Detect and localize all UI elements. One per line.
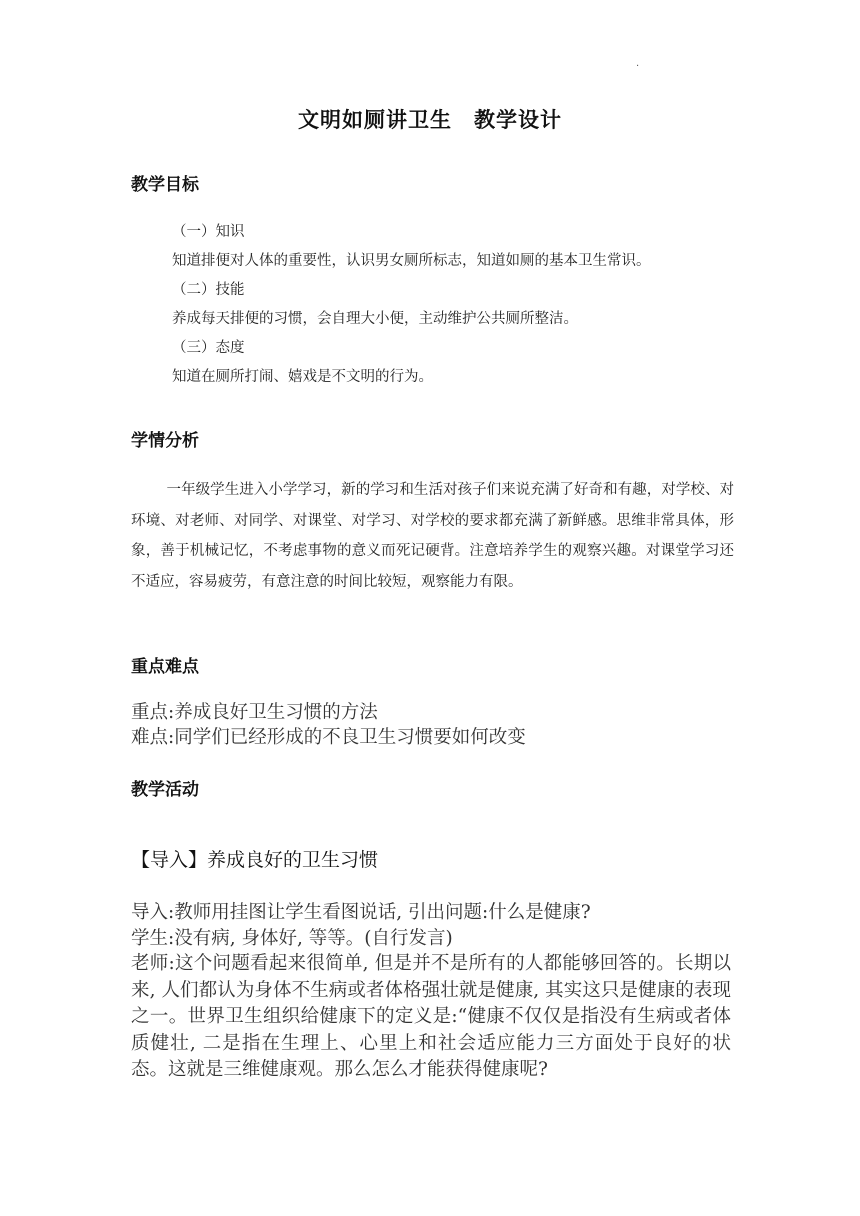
skill-label: （二）技能 <box>172 282 245 298</box>
document-title: 文明如厕讲卫生 教学设计 <box>298 108 562 132</box>
key-point: 重点:养成良好卫生习惯的方法 <box>131 702 378 723</box>
skill-text: 养成每天排便的习惯，会自理大小便，主动维护公共厕所整洁。 <box>172 311 578 327</box>
difficulty-point: 难点:同学们已经形成的不良卫生习惯要如何改变 <box>131 727 526 748</box>
intro-line: 导入:教师用挂图让学生看图说话, 引出问题:什么是健康? <box>131 902 591 923</box>
knowledge-label: （一）知识 <box>172 224 245 240</box>
teacher-text: 老师:这个问题看起来很简单, 但是并不是所有的人都能够回答的。长期以来, 人们都认为身体不生病或者体格强壮就是健康, 其实这只是健康的表现之一。世界卫生组织给健康下的定义是:“健康不仅仅是指没有生病或者体质健壮, 二是指在生理上、心里上和社会适应能力三方面处于良好的状态。这就是三维健康观。那么怎么才能获得健康呢? <box>131 953 731 1080</box>
keypoints-heading: 重点难点 <box>131 657 199 677</box>
analysis-heading: 学情分析 <box>131 431 199 451</box>
student-line: 学生:没有病, 身体好, 等等。(自行发言) <box>131 928 453 949</box>
intro-section-heading: 【导入】养成良好的卫生习惯 <box>131 849 379 871</box>
analysis-text: 一年级学生进入小学学习，新的学习和生活对孩子们来说充满了好奇和有趣，对学校、对环境、对老师、对同学、对课堂、对学习、对学校的要求都充满了新鲜感。思维非常具体，形象，善于机械记忆，不考虑事物的意义而死记硬背。注意培养学生的观察兴趣。对课堂学习还不适应，容易疲劳，有意注意的时间比较短，观察能力有限。 <box>131 482 734 590</box>
knowledge-text: 知道排便对人体的重要性，认识男女厕所标志，知道如厕的基本卫生常识。 <box>172 253 651 269</box>
attitude-text: 知道在厕所打闹、嬉戏是不文明的行为。 <box>172 369 433 385</box>
goals-heading: 教学目标 <box>131 175 199 195</box>
activities-heading: 教学活动 <box>131 780 199 800</box>
header-mark: . <box>636 58 640 69</box>
attitude-label: （三）态度 <box>172 340 245 356</box>
